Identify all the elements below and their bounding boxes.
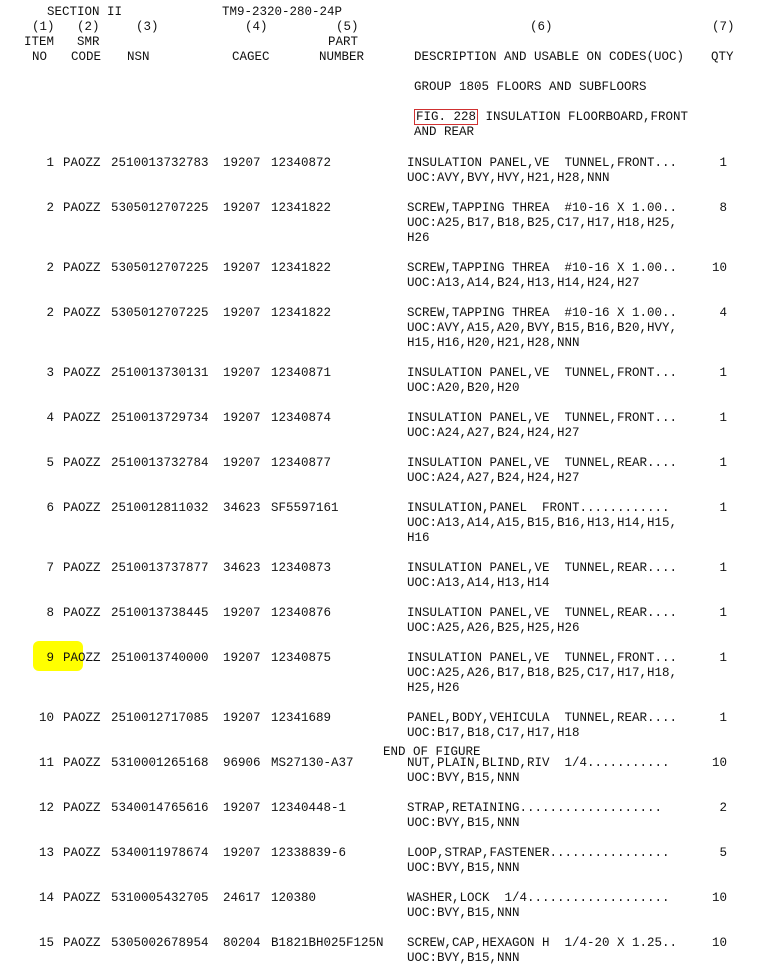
quantity: 10 [711, 936, 727, 950]
usable-on-codes: H16 [407, 531, 430, 545]
col4-number: (4) [245, 20, 268, 34]
item-number: 1 [46, 156, 54, 170]
smr-code: PAOZZ [63, 366, 101, 380]
quantity: 10 [711, 261, 727, 275]
part-number: 12340874 [271, 411, 332, 425]
part-number: SF5597161 [271, 501, 339, 515]
part-number: 12340877 [271, 456, 332, 470]
cagec: 96906 [223, 756, 261, 770]
part-description: WASHER,LOCK 1/4................... [407, 891, 670, 905]
item-number: 7 [46, 561, 54, 575]
col4-label: CAGEC [232, 50, 270, 64]
item-number: 15 [38, 936, 54, 950]
col2-label-line1: SMR [77, 35, 100, 49]
part-description: STRAP,RETAINING................... [407, 801, 663, 815]
usable-on-codes: UOC:BVY,B15,NNN [407, 771, 520, 785]
item-number: 14 [38, 891, 54, 905]
quantity: 1 [719, 561, 727, 575]
part-description: INSULATION PANEL,VE TUNNEL,FRONT... [407, 411, 678, 425]
usable-on-codes: UOC:A25,A26,B25,H25,H26 [407, 621, 580, 635]
col3-number: (3) [136, 20, 159, 34]
usable-on-codes: UOC:A24,A27,B24,H24,H27 [407, 471, 580, 485]
smr-code: PAOZZ [63, 651, 101, 665]
part-description: NUT,PLAIN,BLIND,RIV 1/4........... [407, 756, 670, 770]
item-number: 4 [46, 411, 54, 425]
nsn: 2510013729734 [111, 411, 209, 425]
col5-label-line2: NUMBER [319, 50, 365, 64]
cagec: 19207 [223, 261, 261, 275]
part-description: SCREW,TAPPING THREA #10-16 X 1.00.. [407, 261, 678, 275]
smr-code: PAOZZ [63, 156, 101, 170]
usable-on-codes: UOC:A13,A14,H13,H14 [407, 576, 550, 590]
figure-title-text: INSULATION FLOORBOARD,FRONT [478, 110, 689, 124]
smr-code: PAOZZ [63, 261, 101, 275]
smr-code: PAOZZ [63, 936, 101, 950]
nsn: 2510013738445 [111, 606, 209, 620]
usable-on-codes: UOC:A25,B17,B18,B25,C17,H17,H18,H25, [407, 216, 678, 230]
section-label: SECTION II [47, 5, 123, 19]
item-number: 3 [46, 366, 54, 380]
usable-on-codes: UOC:B17,B18,C17,H17,H18 [407, 726, 580, 740]
part-number: 12341689 [271, 711, 332, 725]
item-number: 10 [38, 711, 54, 725]
smr-code: PAOZZ [63, 711, 101, 725]
quantity: 8 [719, 201, 727, 215]
item-number: 13 [38, 846, 54, 860]
usable-on-codes: UOC:BVY,B15,NNN [407, 906, 520, 920]
nsn: 5305012707225 [111, 261, 209, 275]
figure-title [414, 110, 688, 125]
nsn: 5340014765616 [111, 801, 209, 815]
document-id: TM9-2320-280-24P [222, 5, 343, 19]
usable-on-codes: UOC:BVY,B15,NNN [407, 816, 520, 830]
usable-on-codes: UOC:A20,B20,H20 [407, 381, 520, 395]
cagec: 19207 [223, 366, 261, 380]
usable-on-codes: H26 [407, 231, 430, 245]
cagec: 19207 [223, 201, 261, 215]
item-number: 2 [46, 201, 54, 215]
part-description: INSULATION PANEL,VE TUNNEL,FRONT... [407, 366, 678, 380]
part-number: 12341822 [271, 306, 332, 320]
nsn: 2510013740000 [111, 651, 209, 665]
smr-code: PAOZZ [63, 306, 101, 320]
quantity: 5 [719, 846, 727, 860]
item-number: 2 [46, 261, 54, 275]
nsn: 5340011978674 [111, 846, 209, 860]
part-description: SCREW,CAP,HEXAGON H 1/4-20 X 1.25.. [407, 936, 678, 950]
quantity: 1 [719, 651, 727, 665]
cagec: 19207 [223, 651, 261, 665]
smr-code: PAOZZ [63, 561, 101, 575]
part-description: INSULATION PANEL,VE TUNNEL,REAR.... [407, 456, 678, 470]
smr-code: PAOZZ [63, 201, 101, 215]
cagec: 24617 [223, 891, 261, 905]
part-number: 12340872 [271, 156, 332, 170]
smr-code: PAOZZ [63, 801, 101, 815]
item-number: 5 [46, 456, 54, 470]
cagec: 34623 [223, 561, 261, 575]
quantity: 10 [711, 756, 727, 770]
cagec: 19207 [223, 846, 261, 860]
part-number: B1821BH025F125N [271, 936, 384, 950]
nsn: 2510012811032 [111, 501, 209, 515]
smr-code: PAOZZ [63, 606, 101, 620]
cagec: 19207 [223, 456, 261, 470]
part-number: 12341822 [271, 261, 332, 275]
item-number: 6 [46, 501, 54, 515]
usable-on-codes: UOC:BVY,B15,NNN [407, 861, 520, 875]
part-description: INSULATION PANEL,VE TUNNEL,FRONT... [407, 651, 678, 665]
nsn: 2510013732784 [111, 456, 209, 470]
item-number: 12 [38, 801, 54, 815]
part-description: SCREW,TAPPING THREA #10-16 X 1.00.. [407, 201, 678, 215]
part-description: LOOP,STRAP,FASTENER................ [407, 846, 670, 860]
part-number: 12340448-1 [271, 801, 347, 815]
figure-title-line2: AND REAR [414, 125, 475, 139]
quantity: 1 [719, 456, 727, 470]
col2-number: (2) [77, 20, 100, 34]
part-description: INSULATION PANEL,VE TUNNEL,REAR.... [407, 561, 678, 575]
nsn: 2510013732783 [111, 156, 209, 170]
nsn: 2510013730131 [111, 366, 209, 380]
nsn: 2510013737877 [111, 561, 209, 575]
quantity: 1 [719, 501, 727, 515]
part-number: 12340873 [271, 561, 332, 575]
cagec: 19207 [223, 411, 261, 425]
quantity: 1 [719, 606, 727, 620]
col6-number: (6) [530, 20, 553, 34]
col1-number: (1) [32, 20, 55, 34]
part-number: 120380 [271, 891, 317, 905]
col1-label-line2: NO [32, 50, 48, 64]
usable-on-codes: UOC:A13,A14,A15,B15,B16,H13,H14,H15, [407, 516, 678, 530]
part-number: 12340875 [271, 651, 332, 665]
cagec: 34623 [223, 501, 261, 515]
quantity: 1 [719, 711, 727, 725]
usable-on-codes: UOC:AVY,BVY,HVY,H21,H28,NNN [407, 171, 610, 185]
part-description: PANEL,BODY,VEHICULA TUNNEL,REAR.... [407, 711, 678, 725]
usable-on-codes: UOC:BVY,B15,NNN [407, 951, 520, 965]
part-description: SCREW,TAPPING THREA #10-16 X 1.00.. [407, 306, 678, 320]
quantity: 2 [719, 801, 727, 815]
usable-on-codes: H25,H26 [407, 681, 460, 695]
end-of-figure: END OF FIGURE [383, 745, 481, 759]
quantity: 1 [719, 411, 727, 425]
smr-code: PAOZZ [63, 891, 101, 905]
cagec: 80204 [223, 936, 261, 950]
col7-label: QTY [711, 50, 734, 64]
quantity: 1 [719, 156, 727, 170]
quantity: 10 [711, 891, 727, 905]
figure-link[interactable]: FIG. 228 [416, 110, 477, 124]
usable-on-codes: UOC:A24,A27,B24,H24,H27 [407, 426, 580, 440]
smr-code: PAOZZ [63, 846, 101, 860]
item-number: 8 [46, 606, 54, 620]
col6-label: DESCRIPTION AND USABLE ON CODES(UOC) [414, 50, 685, 64]
part-number: 12340876 [271, 606, 332, 620]
smr-code: PAOZZ [63, 501, 101, 515]
nsn: 5310001265168 [111, 756, 209, 770]
group-title: GROUP 1805 FLOORS AND SUBFLOORS [414, 80, 647, 94]
nsn: 5305012707225 [111, 201, 209, 215]
part-description: INSULATION PANEL,VE TUNNEL,REAR.... [407, 606, 678, 620]
col7-number: (7) [712, 20, 735, 34]
smr-code: PAOZZ [63, 411, 101, 425]
nsn: 2510012717085 [111, 711, 209, 725]
col2-label-line2: CODE [71, 50, 102, 64]
quantity: 4 [719, 306, 727, 320]
cagec: 19207 [223, 156, 261, 170]
usable-on-codes: UOC:A13,A14,B24,H13,H14,H24,H27 [407, 276, 640, 290]
part-number: 12338839-6 [271, 846, 347, 860]
cagec: 19207 [223, 306, 261, 320]
part-number: 12341822 [271, 201, 332, 215]
col5-number: (5) [336, 20, 359, 34]
cagec: 19207 [223, 711, 261, 725]
nsn: 5310005432705 [111, 891, 209, 905]
item-number: 9 [46, 651, 54, 665]
nsn: 5305002678954 [111, 936, 209, 950]
item-number: 11 [38, 756, 54, 770]
smr-code: PAOZZ [63, 456, 101, 470]
quantity: 1 [719, 366, 727, 380]
part-number: 12340871 [271, 366, 332, 380]
col1-label-line1: ITEM [24, 35, 55, 49]
item-number: 2 [46, 306, 54, 320]
cagec: 19207 [223, 606, 261, 620]
cagec: 19207 [223, 801, 261, 815]
col5-label-line1: PART [328, 35, 359, 49]
smr-code: PAOZZ [63, 756, 101, 770]
part-number: MS27130-A37 [271, 756, 354, 770]
usable-on-codes: UOC:AVY,A15,A20,BVY,B15,B16,B20,HVY, [407, 321, 678, 335]
part-description: INSULATION PANEL,VE TUNNEL,FRONT... [407, 156, 678, 170]
usable-on-codes: UOC:A25,A26,B17,B18,B25,C17,H17,H18, [407, 666, 678, 680]
usable-on-codes: H15,H16,H20,H21,H28,NNN [407, 336, 580, 350]
nsn: 5305012707225 [111, 306, 209, 320]
col3-label: NSN [127, 50, 150, 64]
part-description: INSULATION,PANEL FRONT............ [407, 501, 670, 515]
